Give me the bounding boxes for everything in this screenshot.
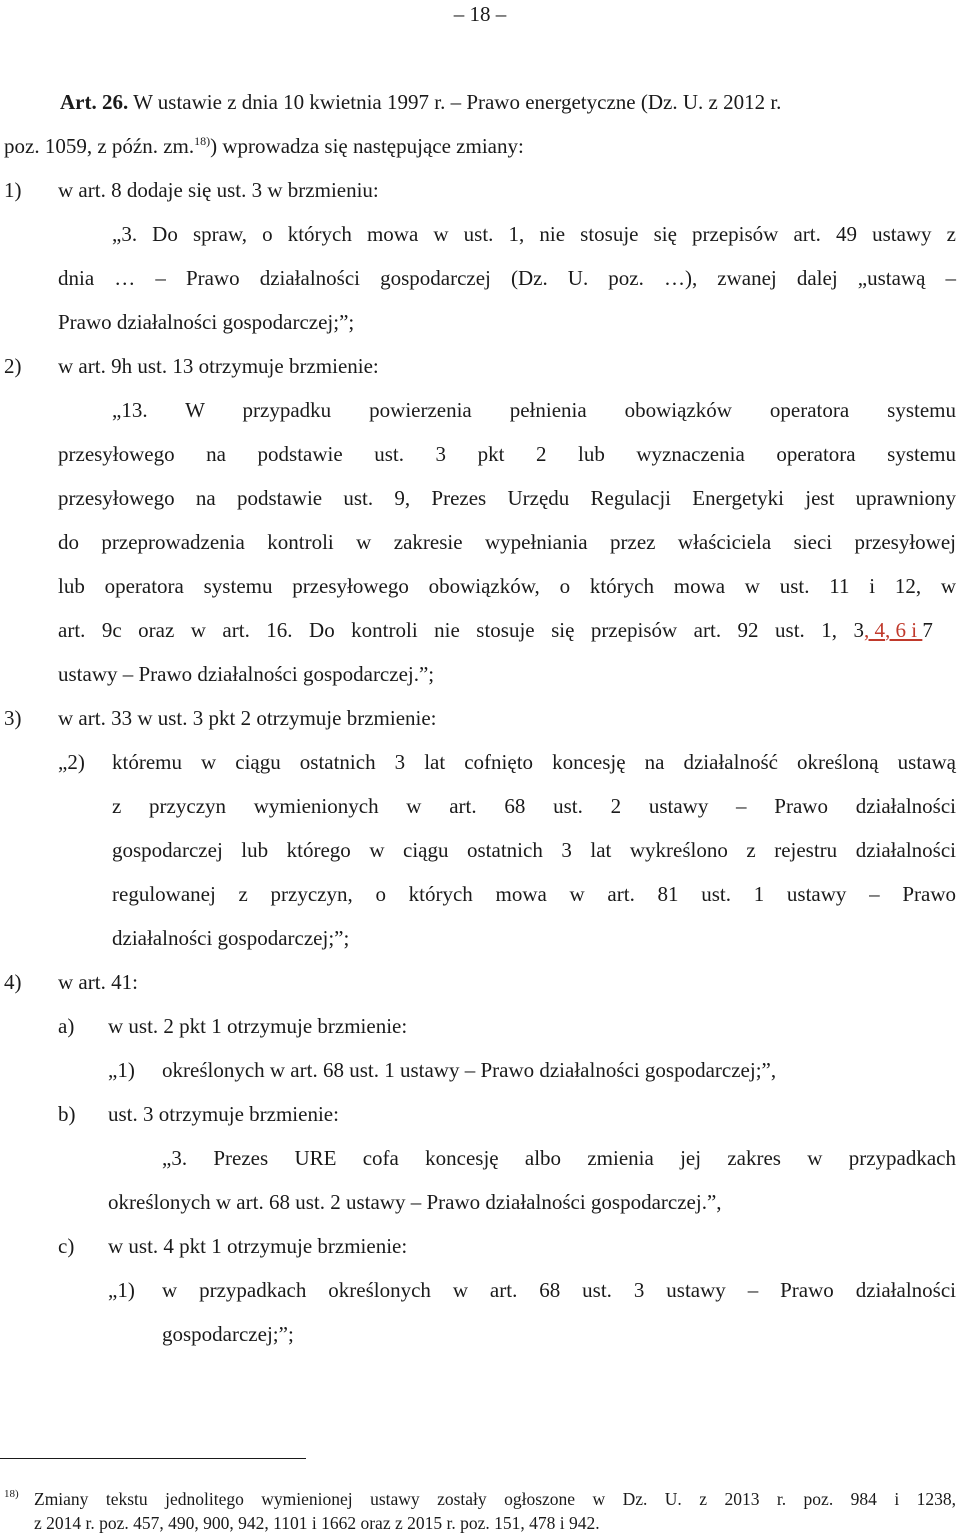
item-1-text: w art. 8 dodaje się ust. 3 w brzmieniu:	[58, 178, 379, 202]
article-intro-cont: poz. 1059, z późn. zm.$^{18)}$) wprowadza się następujące zmiany:	[4, 134, 524, 158]
page-number: – 18 –	[453, 2, 507, 26]
item-2-quote-line-6	[58, 616, 956, 644]
inserted-fragment-i: i	[906, 618, 923, 642]
item-2-quote-line-1: „13. W przypadku powierzenia pełnienia obowiązków operatora systemu	[112, 398, 956, 422]
sub-a-quote: określonych w art. 68 ust. 1 ustawy – Prawo działalności gospodarczej;”,	[162, 1058, 777, 1082]
item-2-quote-line-5: lub operatora systemu przesyłowego obowiązków, o których mowa w ust. 11 i 12, w	[58, 574, 956, 598]
quote-line-6-end: 7	[922, 618, 933, 642]
item-1-quote-line-1: „3. Do spraw, o których mowa w ust. 1, nie stosuje się przepisów art. 49 ustawy z	[112, 222, 956, 246]
item-3-quote-line-5: działalności gospodarczej;”;	[112, 926, 350, 950]
sub-b-text: ust. 3 otrzymuje brzmienie:	[108, 1102, 339, 1126]
item-3-text: w art. 33 w ust. 3 pkt 2 otrzymuje brzmienie:	[58, 706, 437, 730]
sub-c-text: w ust. 4 pkt 1 otrzymuje brzmienie:	[108, 1234, 408, 1258]
sub-b-marker: b)	[58, 1102, 76, 1126]
item-3-quote-marker: „2)	[58, 750, 85, 774]
quote-line-6-text: art. 9c oraz w art. 16. Do kontroli nie stosuje się przepisów art. 92 ust. 1, 3	[58, 618, 864, 642]
item-2-quote-line-4: do przeprowadzenia kontroli w zakresie wypełniania przez właściciela sieci przesyłowej	[58, 530, 956, 554]
sub-c-marker: c)	[58, 1234, 75, 1258]
footnote-marker: 18)	[4, 1488, 19, 1500]
sub-c-quote-line-2: gospodarczej;”;	[162, 1322, 294, 1346]
item-4-text: w art. 41:	[58, 970, 138, 994]
item-2-quote-line-7: ustawy – Prawo działalności gospodarczej.”;	[58, 662, 435, 686]
inserted-fragment-6: , 6	[885, 618, 906, 642]
sub-a-quote-marker: „1)	[108, 1058, 135, 1082]
item-1-quote-line-2: dnia … – Prawo działalności gospodarczej (Dz. U. poz. …), zwanej dalej „ustawą –	[58, 266, 956, 290]
sub-c-quote-marker: „1)	[108, 1278, 135, 1302]
footnote-separator	[0, 1458, 306, 1459]
article-number: Art. 26.	[60, 90, 129, 114]
sub-a-marker: a)	[58, 1014, 75, 1038]
item-3-quote-line-2: z przyczyn wymienionych w art. 68 ust. 2 ustawy – Prawo działalności	[112, 794, 956, 818]
item-3-quote-line-3: gospodarczej lub którego w ciągu ostatnich 3 lat wykreślono z rejestru działalności	[112, 838, 956, 862]
sub-b-quote-line-1: „3. Prezes URE cofa koncesję albo zmienia jej zakres w przypadkach	[162, 1146, 956, 1170]
footnote-line-2: z 2014 r. poz. 457, 490, 900, 942, 1101 i 1662 oraz z 2015 r. poz. 151, 478 i 942.	[34, 1513, 600, 1533]
sub-c-quote-line-1: w przypadkach określonych w art. 68 ust. 3 ustawy – Prawo działalności	[162, 1278, 956, 1302]
item-2-quote-line-2: przesyłowego na podstawie ust. 3 pkt 2 lub wyznaczenia operatora systemu	[58, 442, 956, 466]
item-3-quote-line-4: regulowanej z przyczyn, o których mowa w art. 81 ust. 1 ustawy – Prawo	[112, 882, 956, 906]
item-1-quote-line-3: Prawo działalności gospodarczej;”;	[58, 310, 355, 334]
sub-a-text: w ust. 2 pkt 1 otrzymuje brzmienie:	[108, 1014, 408, 1038]
footnote-line-1: Zmiany tekstu jednolitego wymienionej ustawy zostały ogłoszone w Dz. U. z 2013 r. poz. 984 i 1238,	[34, 1489, 956, 1509]
item-3-quote-line-1: któremu w ciągu ostatnich 3 lat cofnięto koncesję na działalność określoną ustawą	[112, 750, 956, 774]
item-3-marker: 3)	[4, 706, 22, 730]
sub-b-quote-line-2: określonych w art. 68 ust. 2 ustawy – Prawo działalności gospodarczej.”,	[108, 1190, 722, 1214]
item-2-marker: 2)	[4, 354, 22, 378]
item-2-text: w art. 9h ust. 13 otrzymuje brzmienie:	[58, 354, 379, 378]
item-2-quote-line-3: przesyłowego na podstawie ust. 9, Prezes Urzędu Regulacji Energetyki jest uprawniony	[58, 486, 956, 510]
item-4-marker: 4)	[4, 970, 22, 994]
inserted-fragment-4: , 4	[864, 618, 885, 642]
item-1-marker: 1)	[4, 178, 22, 202]
article-intro: Art. 26. W ustawie z dnia 10 kwietnia 1997 r. – Prawo energetyczne (Dz. U. z 2012 r.	[60, 90, 782, 114]
footnote-ref: 18)	[194, 134, 211, 148]
